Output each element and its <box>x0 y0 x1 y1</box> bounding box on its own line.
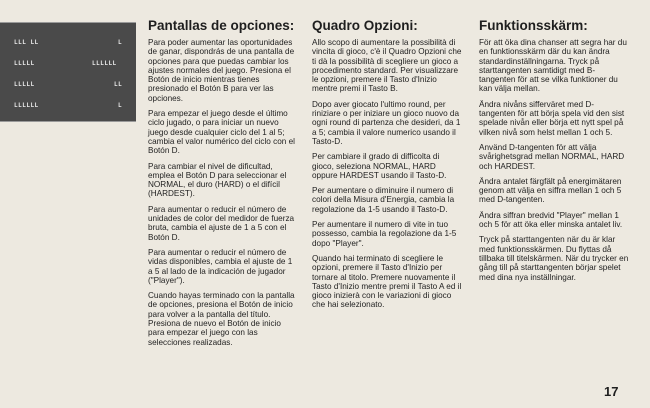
spanish-paragraph: Para cambiar el nivel de dificultad, emplea el Botón D para seleccionar el NORMAL, el duro (HARD) o el difícil (HARDEST). <box>148 161 287 199</box>
italian-paragraph: Per aumentare o diminuire il numero di colori della Misura d'Energia, cambia la regolazione da 1-5 usando il Tasto-D. <box>312 186 455 214</box>
screen-row-value: L <box>118 102 123 109</box>
swedish-title: Funktionsskärm: <box>479 18 588 33</box>
spanish-paragraph: Para aumentar o reducir el número de unidades de color del medidor de fuerza bruta, cambia el ajuste de 1 a 5 con el Botón D. <box>148 204 295 242</box>
screen-row-value: L <box>118 39 123 46</box>
screen-row-label: LLLLL <box>14 60 35 67</box>
italian-title: Quadro Opzioni: <box>312 18 418 33</box>
swedish-paragraph: Tryck på starttangenten när du är klar med funktionsskärmen. Du flyttas då tillbaka till titelskärmen. När du trycker en gång till på starttangenten börjar spelet med dina nya inställningar. <box>479 235 629 282</box>
swedish-paragraph: Använd D-tangenten för att välja svårighetsgrad mellan NORMAL, HARD och HARDEST. <box>479 142 625 171</box>
italian-paragraph: Dopo aver giocato l'ultimo round, per riniziare o per iniziare un gioco nuovo da ogni round di partenza che desideri, da 1 a 5; cambia il valore numerico usando il Tasto-D. <box>312 99 461 146</box>
italian-paragraph: Per aumentare il numero di vite in tuo possesso, cambia la regolazione da 1-5 dopo "Player". <box>312 220 457 248</box>
screen-row-value: LL <box>114 81 123 88</box>
swedish-paragraph: För att öka dina chanser att segra har du en funktionsskärm där du kan ändra standardinställningarna. Tryck på starttangenten samtidigt med B-tangenten för att se vilka funktioner du kan välja mellan. <box>479 38 627 94</box>
spanish-paragraph: Para aumentar o reducir el número de vidas disponibles, cambia el ajuste de 1 a 5 al lado de la indicación de jugador ("Player"). <box>148 247 293 285</box>
italian-paragraph: Quando hai terminato di scegliere le opzioni, premere il Tasto d'Inizio per tornare al titolo. Premere nuovamente il Tasto d'Inizio mentre premi il Tasto A ed il gioco inizierà con le variazioni di gioco che hai selezionato. <box>312 253 462 310</box>
swedish-paragraph: Ändra siffran bredvid "Player" mellan 1 och 5 för att öka eller minska antalet liv. <box>479 210 623 230</box>
screen-row-label: LLLLLL <box>14 102 39 109</box>
italian-paragraph: Per cambiare il grado di difficolta di gioco, seleziona NORMAL, HARD oppure HARDEST usando il Tasto-D. <box>312 152 447 180</box>
swedish-section <box>479 18 629 288</box>
spanish-paragraph: Para poder aumentar las oportunidades de ganar, dispondrás de una pantalla de opciones para que puedas cambiar los ajustes normales del juego. Presiona el Botón de inicio mientras tienes presionado el Botón B para ver las opciones. <box>148 38 295 103</box>
italian-paragraph: Allo scopo di aumentare la possibilità di vincita di gioco, c'è il Quadro Opzioni che ti dà la possibilità di scegliere un gioco a procedimento standard. Per visualizzare le opzioni, premere il Tasto d'Inizio mentre premi il Tasto B. <box>312 38 462 94</box>
spanish-title: Pantallas de opciones: <box>148 18 295 33</box>
spanish-paragraph: Cuando hayas terminado con la pantalla de opciones, presiona el Botón de inicio para volver a la pantalla del título. Presiona de nuevo el Botón de inicio para empezar el juego con las selecciones realizadas. <box>148 291 295 347</box>
screen-row-label: LLL LL <box>14 39 39 46</box>
screen-row-label: LLLLL <box>14 81 35 88</box>
spanish-paragraph: Para empezar el juego desde el último ciclo jugado, o para iniciar un nuevo juego desde cualquier ciclo del 1 al 5; cambia el valor numérico del ciclo con el Botón D. <box>148 109 295 156</box>
page-number: 17 <box>604 384 619 399</box>
italian-section <box>312 18 462 316</box>
spanish-section <box>148 18 296 353</box>
swedish-paragraph: Ändra nivåns sifferväret med D-tangenten för att börja spela vid den sist spelade nivån eller börja ett nytt spel på vilken nivå som helst mellan 1 och 5. <box>479 99 625 137</box>
screen-row-value: LLLLLL <box>92 60 117 67</box>
swedish-paragraph: Ändra antalet färgfält på energimätaren genom att välja en siffra mellan 1 och 5 med D-tangenten. <box>479 176 622 205</box>
options-screen-image <box>0 22 136 122</box>
